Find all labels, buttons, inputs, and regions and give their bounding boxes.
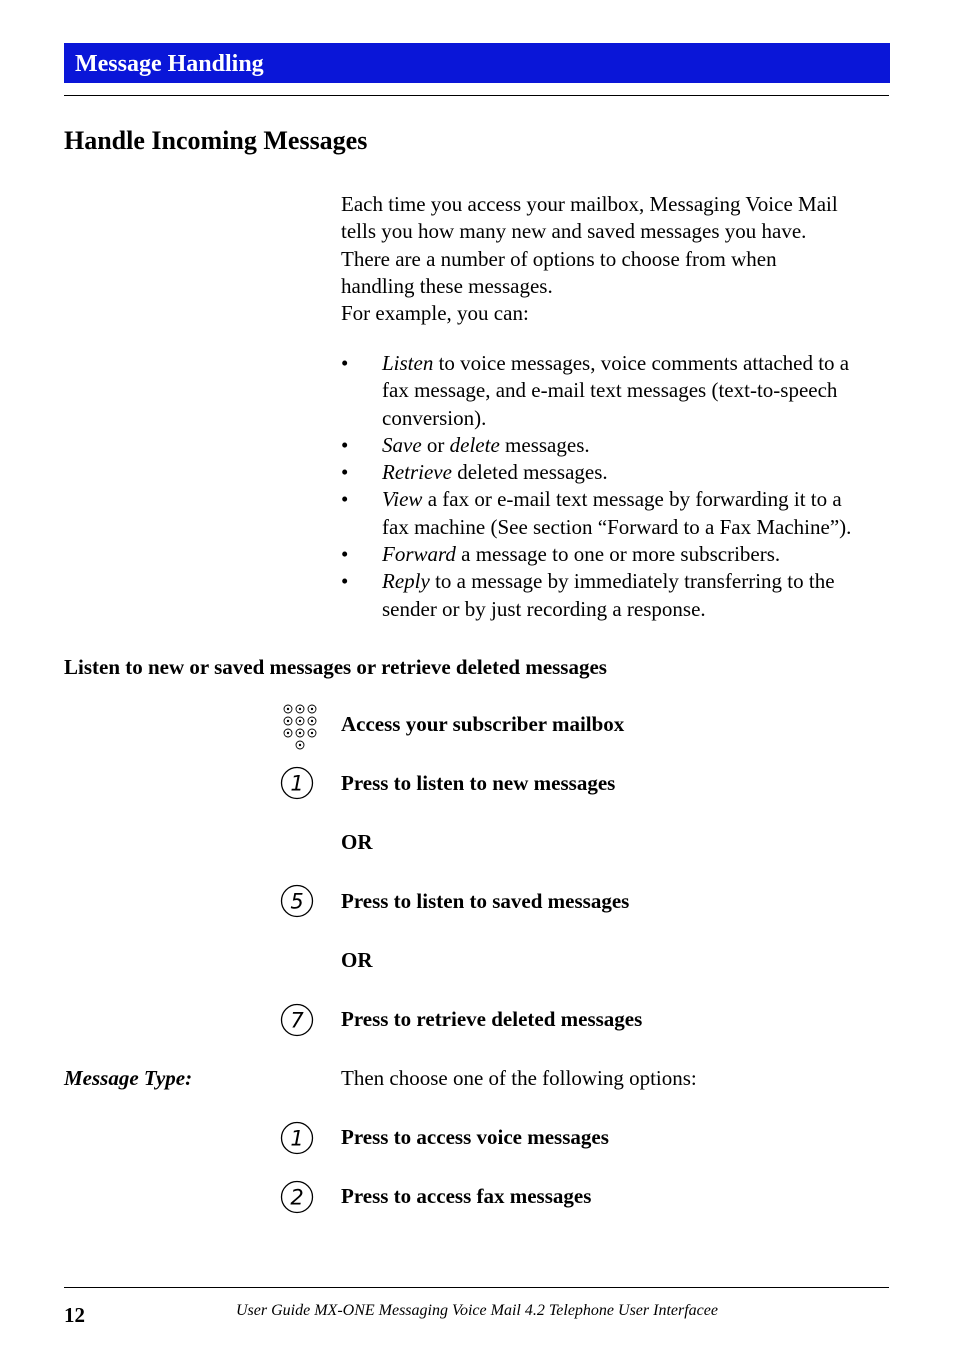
bullet-text: to a message by immediately transferring to the bbox=[429, 569, 835, 594]
key-7-icon bbox=[280, 1003, 314, 1037]
bullet-emphasis: delete bbox=[449, 432, 500, 457]
intro-line: handling these messages. bbox=[341, 273, 553, 298]
bullet-text: fax message, and e-mail text messages (text-to-speech bbox=[382, 378, 838, 403]
key-2-icon bbox=[280, 1180, 314, 1214]
bullet-emphasis: Reply bbox=[382, 569, 430, 594]
key-digit: 5 bbox=[290, 889, 304, 914]
bullet-dot: • bbox=[341, 432, 349, 457]
procedure-heading: Listen to new or saved messages or retrieve deleted messages bbox=[64, 655, 607, 679]
bullet-text: conversion). bbox=[382, 405, 487, 430]
bullet-text: or bbox=[421, 432, 450, 457]
intro-line: Each time you access your mailbox, Messaging Voice Mail bbox=[341, 192, 838, 216]
bullet-text: fax machine (See section “Forward to a Fax Machine”). bbox=[382, 514, 852, 539]
step-new-messages: Press to listen to new messages bbox=[341, 771, 616, 795]
key-1-icon bbox=[280, 1121, 314, 1155]
message-type-intro: Then choose one of the following options: bbox=[341, 1066, 697, 1090]
footer-doc-title: User Guide MX-ONE Messaging Voice Mail 4.2 Telephone User Interfacee bbox=[236, 1302, 718, 1319]
list-item bbox=[341, 541, 889, 568]
list-item bbox=[341, 568, 889, 623]
footer-rule bbox=[64, 1287, 889, 1288]
bullet-dot: • bbox=[341, 569, 349, 594]
or-separator: OR bbox=[341, 948, 373, 972]
key-5-icon bbox=[280, 884, 314, 918]
section-header-title: Message Handling bbox=[75, 51, 264, 77]
key-1-icon bbox=[280, 766, 314, 800]
step-fax-messages: Press to access fax messages bbox=[341, 1184, 592, 1208]
list-item bbox=[341, 459, 889, 486]
step-voice-messages: Press to access voice messages bbox=[341, 1125, 609, 1149]
bullet-text: a message to one or more subscribers. bbox=[455, 542, 781, 567]
bullet-emphasis: Listen bbox=[382, 351, 434, 375]
message-type-label: Message Type: bbox=[64, 1066, 193, 1090]
bullet-text: a fax or e-mail text message by forwarding it to a bbox=[422, 487, 842, 512]
header-rule bbox=[64, 95, 889, 96]
bullet-dot: • bbox=[341, 351, 349, 375]
key-digit: 1 bbox=[290, 1126, 304, 1151]
key-digit: 1 bbox=[290, 771, 304, 796]
keypad-icon bbox=[281, 703, 319, 753]
list-item bbox=[341, 350, 889, 432]
page-number: 12 bbox=[64, 1303, 85, 1327]
bullet-emphasis: Save bbox=[382, 432, 422, 457]
bullet-text: deleted messages. bbox=[451, 460, 608, 485]
step-access-mailbox: Access your subscriber mailbox bbox=[341, 712, 625, 736]
bullet-dot: • bbox=[341, 487, 349, 512]
list-item bbox=[341, 486, 889, 541]
bullet-dot: • bbox=[341, 460, 349, 485]
options-list bbox=[341, 350, 889, 623]
step-deleted-messages: Press to retrieve deleted messages bbox=[341, 1007, 643, 1031]
bullet-emphasis: Forward bbox=[382, 542, 456, 567]
bullet-text: messages. bbox=[499, 432, 590, 457]
bullet-text: sender or by just recording a response. bbox=[382, 596, 706, 621]
page-title: Handle Incoming Messages bbox=[64, 126, 368, 155]
bullet-text: to voice messages, voice comments attached to a bbox=[433, 351, 850, 375]
bullet-emphasis: View bbox=[382, 487, 423, 512]
key-digit: 2 bbox=[290, 1185, 304, 1210]
list-item bbox=[341, 432, 889, 459]
intro-line: There are a number of options to choose from when bbox=[341, 246, 777, 271]
intro-paragraph bbox=[341, 191, 889, 327]
intro-line: For example, you can: bbox=[341, 301, 529, 326]
or-separator: OR bbox=[341, 830, 373, 854]
step-saved-messages: Press to listen to saved messages bbox=[341, 889, 630, 913]
key-digit: 7 bbox=[290, 1008, 304, 1033]
bullet-emphasis: Retrieve bbox=[382, 460, 452, 485]
intro-line: tells you how many new and saved messages you have. bbox=[341, 219, 807, 244]
bullet-dot: • bbox=[341, 542, 349, 567]
